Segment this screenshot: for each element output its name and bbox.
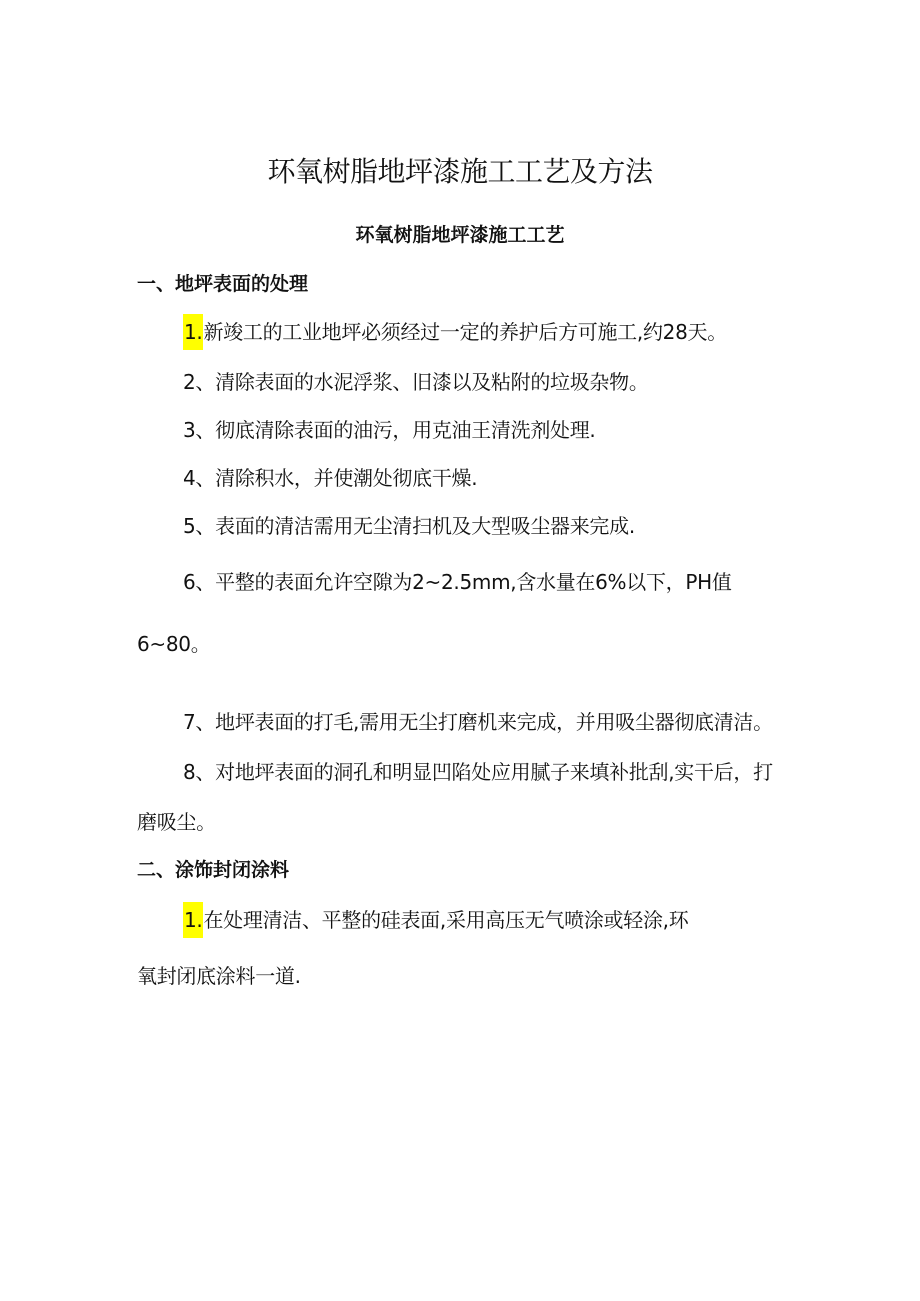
item-text: 在处理清洁、平整的硅表面,采用高压无气喷涂或轻涂,环	[203, 908, 689, 932]
document-subtitle: 环氧树脂地坪漆施工工艺	[355, 224, 565, 246]
item-number: 2、	[183, 370, 216, 394]
section-heading: 一、地坪表面的处理	[137, 273, 309, 295]
list-item	[183, 572, 732, 592]
item-continuation: 氧封闭底涂料一道.	[137, 964, 301, 988]
item-number: 4、	[183, 466, 216, 490]
item-text: 清除表面的水泥浮浆、旧漆以及粘附的垃圾杂物。	[215, 370, 649, 394]
item-number: 5、	[183, 514, 216, 538]
item-number: 8、	[183, 760, 216, 784]
item-number: 6、	[183, 570, 216, 594]
list-item	[183, 322, 727, 350]
section-heading: 二、涂饰封闭涂料	[137, 859, 290, 881]
list-item	[183, 516, 635, 536]
item-text: 新竣工的工业地坪必须经过一定的养护后方可施工,约28天。	[203, 320, 727, 344]
list-item	[183, 372, 649, 392]
document-title: 环氧树脂地坪漆施工工艺及方法	[267, 155, 653, 188]
item-text: 彻底清除表面的油污，用克油王清洗剂处理.	[215, 418, 596, 442]
list-item	[183, 712, 773, 732]
item-text: 表面的清洁需用无尘清扫机及大型吸尘器来完成.	[215, 514, 635, 538]
list-item	[183, 468, 477, 488]
list-item	[183, 762, 773, 782]
item-number: 7、	[183, 710, 216, 734]
item-text: 清除积水，并使潮处彻底干燥.	[215, 466, 478, 490]
list-item	[183, 420, 595, 440]
item-number: 3、	[183, 418, 216, 442]
item-continuation: 6~80。	[137, 632, 211, 656]
item-number-highlighted: 1.	[183, 314, 203, 350]
item-text: 地坪表面的打毛,需用无尘打磨机来完成，并用吸尘器彻底清洁。	[215, 710, 773, 734]
item-text: 对地坪表面的洞孔和明显凹陷处应用腻子来填补批刮,实干后，打	[215, 760, 773, 784]
item-continuation: 磨吸尘。	[137, 810, 216, 834]
item-text: 平整的表面允许空隙为2~2.5mm,含水量在6%以下，PH值	[215, 570, 732, 594]
item-number-highlighted: 1.	[183, 902, 203, 938]
list-item	[183, 910, 688, 938]
